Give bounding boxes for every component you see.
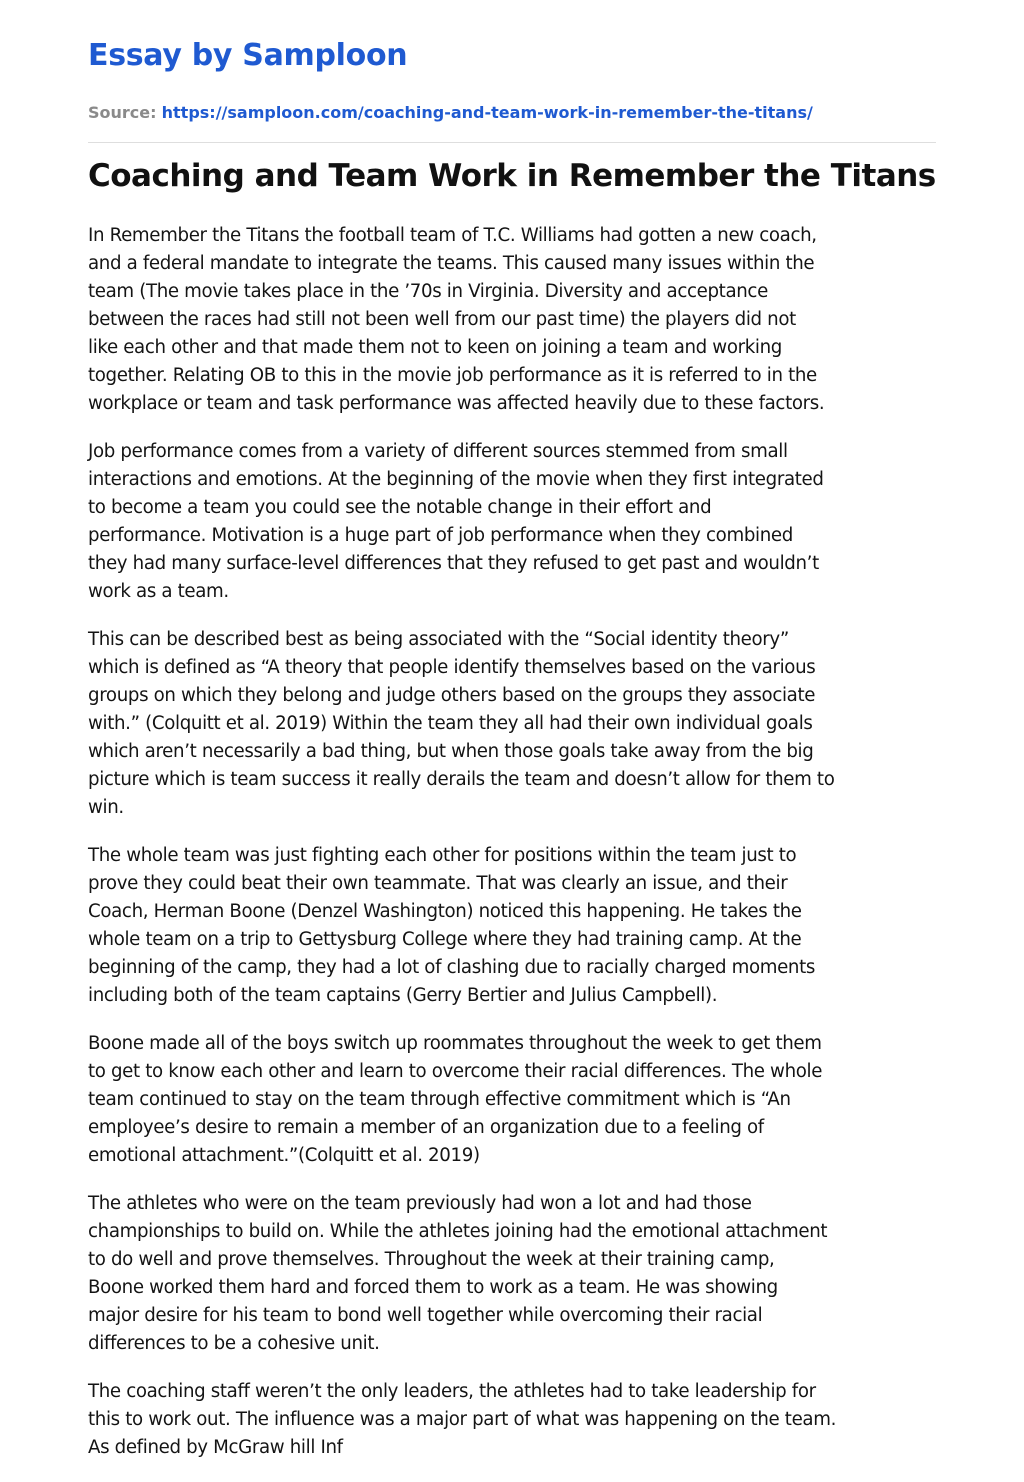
header-divider <box>88 142 936 143</box>
paragraph-line: interactions and emotions. At the beginning of the movie when they first integrated <box>88 469 824 490</box>
paragraph-line: major desire for his team to bond well together while overcoming their racial <box>88 1305 763 1326</box>
source-link[interactable]: https://samploon.com/coaching-and-team-work-in-remember-the-titans/ <box>161 103 813 122</box>
paragraph-line: win. <box>88 797 124 818</box>
paragraph-line: work as a team. <box>88 581 229 602</box>
paragraph-line: employee’s desire to remain a member of an organization due to a feeling of <box>88 1117 764 1138</box>
paragraph-line: picture which is team success it really derails the team and doesn’t allow for them to <box>88 769 835 790</box>
paragraph-line: Job performance comes from a variety of different sources stemmed from small <box>88 441 788 462</box>
paragraph-line: this to work out. The influence was a major part of what was happening on the team. <box>88 1409 837 1430</box>
essay-body <box>88 222 948 1482</box>
essay-paragraph <box>88 1378 948 1462</box>
essay-paragraph <box>88 222 948 418</box>
paragraph-line: The whole team was just fighting each other for positions within the team just to <box>88 845 797 866</box>
paragraph-line: championships to build on. While the athletes joining had the emotional attachment <box>88 1221 828 1242</box>
paragraph-line: team (The movie takes place in the ’70s in Virginia. Diversity and acceptance <box>88 281 768 302</box>
site-brand[interactable]: Essay by Samploon <box>88 38 408 73</box>
paragraph-line: between the races had still not been well from our past time) the players did not <box>88 309 796 330</box>
paragraph-line: The athletes who were on the team previously had won a lot and had those <box>88 1193 752 1214</box>
paragraph-line: beginning of the camp, they had a lot of clashing due to racially charged moments <box>88 957 816 978</box>
paragraph-line: they had many surface-level differences that they refused to get past and wouldn’t <box>88 553 819 574</box>
paragraph-line: team continued to stay on the team through effective commitment which is “An <box>88 1089 791 1110</box>
paragraph-line: Coach, Herman Boone (Denzel Washington) noticed this happening. He takes the <box>88 901 802 922</box>
essay-paragraph <box>88 1030 948 1170</box>
paragraph-line: As defined by McGraw hill Inf <box>88 1437 343 1458</box>
paragraph-line: The coaching staff weren’t the only leaders, the athletes had to take leadership for <box>88 1381 816 1402</box>
paragraph-line: differences to be a cohesive unit. <box>88 1333 380 1354</box>
paragraph-line: together. Relating OB to this in the movie job performance as it is referred to in the <box>88 365 817 386</box>
paragraph-line: to get to know each other and learn to overcome their racial differences. The whole <box>88 1061 823 1082</box>
paragraph-line: performance. Motivation is a huge part of job performance when they combined <box>88 525 793 546</box>
essay-paragraph <box>88 842 948 1010</box>
paragraph-line: In Remember the Titans the football team of T.C. Williams had gotten a new coach, <box>88 225 817 246</box>
paragraph-line: whole team on a trip to Gettysburg College where they had training camp. At the <box>88 929 802 950</box>
paragraph-line: Boone made all of the boys switch up roommates throughout the week to get them <box>88 1033 822 1054</box>
paragraph-line: emotional attachment.”(Colquitt et al. 2019) <box>88 1145 480 1166</box>
paragraph-line: including both of the team captains (Gerry Bertier and Julius Campbell). <box>88 985 718 1006</box>
essay-paragraph <box>88 1190 948 1358</box>
essay-title: Coaching and Team Work in Remember the Titans <box>88 158 936 194</box>
source-label: Source: <box>88 103 157 122</box>
paragraph-line: prove they could beat their own teammate. That was clearly an issue, and their <box>88 873 788 894</box>
paragraph-line: to do well and prove themselves. Throughout the week at their training camp, <box>88 1249 775 1270</box>
essay-paragraph <box>88 626 948 822</box>
paragraph-line: like each other and that made them not to keen on joining a team and working <box>88 337 782 358</box>
paragraph-line: with.” (Colquitt et al. 2019) Within the team they all had their own individual goals <box>88 713 813 734</box>
paragraph-line: Boone worked them hard and forced them to work as a team. He was showing <box>88 1277 778 1298</box>
source-line <box>88 102 936 124</box>
paragraph-line: which is defined as “A theory that people identify themselves based on the various <box>88 657 816 678</box>
paragraph-line: to become a team you could see the notable change in their effort and <box>88 497 712 518</box>
paragraph-line: This can be described best as being associated with the “Social identity theory” <box>88 629 789 650</box>
paragraph-line: which aren’t necessarily a bad thing, but when those goals take away from the big <box>88 741 814 762</box>
paragraph-line: workplace or team and task performance was affected heavily due to these factors. <box>88 393 825 414</box>
paragraph-line: groups on which they belong and judge others based on the groups they associate <box>88 685 816 706</box>
essay-paragraph <box>88 438 948 606</box>
paragraph-line: and a federal mandate to integrate the teams. This caused many issues within the <box>88 253 815 274</box>
